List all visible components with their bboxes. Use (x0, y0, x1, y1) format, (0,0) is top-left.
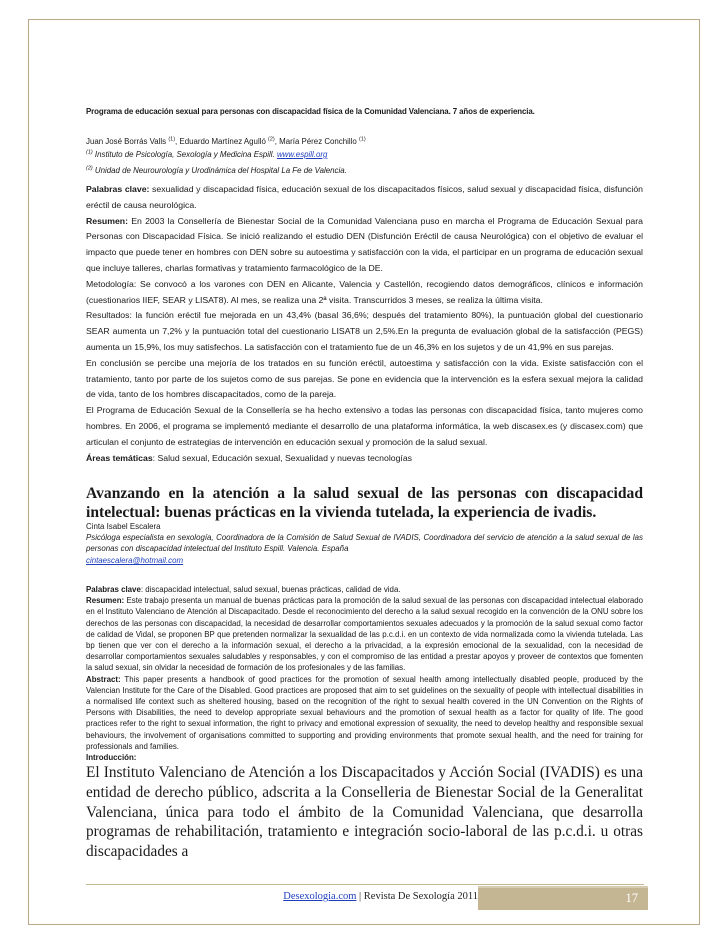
author-1-sup: (1) (168, 136, 176, 143)
espill-link[interactable]: www.espill.org (276, 149, 328, 159)
keywords2-label: Palabras clave (86, 585, 141, 594)
footer-journal: Revista De Sexología 2011 (363, 891, 478, 902)
areas-text: : Salud sexual, Educación sexual, Sexualidad y nuevas tecnologías (152, 452, 413, 463)
resumen2-label: Resumen: (86, 596, 125, 606)
author-2: , Eduardo Martínez Agulló (175, 136, 269, 146)
article1-conclusion: En conclusión se percibe una mejoría de los tratados en su función eréctil, autoestima y satisfacción con la vida. Existe satisfacción con el tratamiento, tanto por parte de los sujetos como de sus parejas. Se pone en evidencia que la intervención es la esfera sexual mejora la calidad de vida, tanto de los hombres discapacitados, como de la pareja. (86, 357, 643, 400)
affiliation-1-sup: (1) (86, 149, 93, 156)
resumen-text: En 2003 la Consellería de Bienestar Social de la Comunidad Valenciana puso en marcha el Programa de Educación Sexual para Personas con Discapacidad Física. Se inició realizando el estudio DEN (Disfunción Eréctil de causa Neurológica) con el objetivo de evaluar el impacto que puede tener en hombres con DEN sobre su autoestima y satisfacción con la vida, el participar en un programa de educación sexual que incluye talleres, charlas formativas y tratamiento farmacológico de la DE. (86, 215, 643, 273)
article1-areas (86, 451, 643, 467)
footer-divider (86, 884, 644, 885)
resumen-label: Resumen: (86, 215, 128, 226)
areas-label: Áreas temáticas (86, 452, 153, 463)
article2-title: Avanzando en la atención a la salud sexual de las personas con discapacidad intelectual: buenas prácticas en la vivienda tutelada, la experiencia de ivadis. (86, 485, 643, 521)
keywords-label: Palabras clave: (86, 184, 150, 194)
article1-metodologia: Metodología: Se convocó a los varones con DEN en Alicante, Valencia y Castellón, recogiendo datos demográficos, clínicos e información (cuestionarios IIEF, SEAR y LISAT8). Al mes, se realiza una 2ª visita. Transcurridos 3 meses, se realiza la última visita. (86, 278, 643, 305)
article2-intro-label: Introducción: (86, 753, 137, 763)
author-2-sup: (2) (268, 136, 275, 143)
page-number-box (478, 886, 648, 910)
article1-keywords (86, 182, 643, 214)
abstract-text: This paper presents a handbook of good practices for the promotion of sexual health among intellectually disabled people, produced by the Valencian Institute for the Care of the Disabled. Good practices are proposed that aim to set guidelines on the sexuality of people with intellectual disabilities in a normalised life context such as sheltered housing, based on the recognition of the right to sexual health covered in the UN Convention on the Rights of Persons with Disabilities, the need to develop appropriate sexual behaviours and the promotion of sexual health as a factor for quality of life. The good practices refer to the right to sexual information, the right to privacy and emotional expression of sexuality, the need to develop healthy and responsible sexual behaviours, the involvement of organisations committed to supporting and providing environments that promote sexual health, and the need for training for professionals and families. (86, 674, 643, 751)
affiliation-1-text: Instituto de Psicología, Sexología y Medicina Espill. (92, 149, 277, 159)
article2-email (86, 555, 643, 566)
article1-authors (86, 136, 643, 147)
article1-programa: El Programa de Educación Sexual de la Consellería se ha hecho extensivo a todas las personas con discapacidad física, tanto mujeres como hombres. En 2006, el programa se implementó mediante el desarrollo de una plataforma informática, la web discasex.es (y discasex.com) que articulan el conjunto de estrategias de intervención en educación sexual y promoción de la salud sexual. (86, 405, 643, 447)
article2-keywords (86, 584, 643, 595)
article1-body (86, 182, 643, 466)
page-number: 17 (625, 891, 638, 905)
article2-author: Cinta Isabel Escalera (86, 522, 161, 531)
article2-body (86, 584, 643, 862)
affiliation-2-text: Unidad de Neurourología y Urodinámica del Hospital La Fe de Valencia. (92, 165, 347, 175)
article2-header (86, 521, 643, 566)
article1-affiliation-2 (86, 165, 643, 176)
article2-resumen (86, 595, 643, 673)
author-1: Juan José Borrás Valls (86, 136, 169, 146)
article1-resumen (86, 214, 643, 277)
author-3-sup: (1) (358, 136, 366, 143)
article1-title: Programa de educación sexual para personas con discapacidad física de la Comunidad Valenciana. 7 años de experiencia. (86, 106, 535, 116)
author-3: , María Pérez Conchillo (274, 136, 359, 146)
resumen2-text: Este trabajo presenta un manual de buenas prácticas para la promoción de la salud sexual de las personas con discapacidad intelectual elaborado en el Instituto Valenciano de Atención al Discapacitado. Desde el reconocimiento del derecho a la salud sexual recogido en la convención de la ONU sobre los derechos de las personas con discapacidad, la necesidad de desarrollar comportamientos sexuales adecuados y la promoción de la salud sexual como factor de calidad de Vidal, se proponen BP que pretenden normalizar la sexualidad de las p.c.d.i. en un contexto de vida normalizada como la vivienda tutelada. Las bp tienen que ver con el derecho a la información sexual, el derecho a la privacidad, a la expresión emocional de la sexualidad, con la necesidad de desarrollar comportamientos sexuales saludables y responsables, y con el compromiso de las entidad a prestar apoyos y proveer de contextos que fomenten la salud sexual, sin olvidar la necesidad de formación de los profesionales y de las familias. (86, 596, 643, 673)
footer-site-link[interactable]: Desexologia.com (283, 891, 357, 902)
footer-separator: | (356, 891, 364, 902)
keywords-text: sexualidad y discapacidad física, educación sexual de los discapacitados físicos, salud sexual y discapacidad física, disfunción eréctil de causa neurológica. (86, 184, 643, 210)
email-link[interactable]: cintaescalera@hotmail.com (86, 555, 184, 565)
footer-text (86, 891, 478, 902)
keywords2-text: : discapacidad intelectual, salud sexual, buenas prácticas, calidad de vida. (140, 585, 401, 594)
article1-resultados: Resultados: la función eréctil fue mejorada en un 43,4% (basal 36,6%; después del tratamiento 80%), la puntuación global del cuestionario SEAR aumenta un 7,2% y la puntuación total del cuestionario LISAT8 un 2,5%.En la pregunta de evaluación global de la satisfacción (PEGS) aumenta un 15,9%, los muy satisfechos. La satisfacción con el tratamiento fue de un 46,3% en los sujetos y de un 41,9% en sus parejas. (86, 310, 643, 352)
affiliation-2-sup: (2) (86, 165, 93, 172)
article2-affiliation: Psicóloga especialista en sexología, Coordinadora de la Comisión de Salud Sexual de IVADIS, Coordinadora del servicio de atención a la salud sexual de las personas con discapacidad intelectual del Instituto Espill. Valencia. España (86, 533, 643, 554)
article2-intro: El Instituto Valenciano de Atención a los Discapacitados y Acción Social (IVADIS) es una entidad de derecho público, adscrita a la Conselleria de Bienestar Social de la Generalitat Valenciana, única para todo el ámbito de la Comunidad Valenciana, que desarrolla programas de rehabilitación, tratamiento e integración socio-laboral de las p.c.d.i. u otras discapacidades a (86, 764, 643, 861)
article2-abstract (86, 674, 643, 752)
article1-affiliation-1 (86, 149, 643, 160)
abstract-label: Abstract: (86, 674, 121, 684)
